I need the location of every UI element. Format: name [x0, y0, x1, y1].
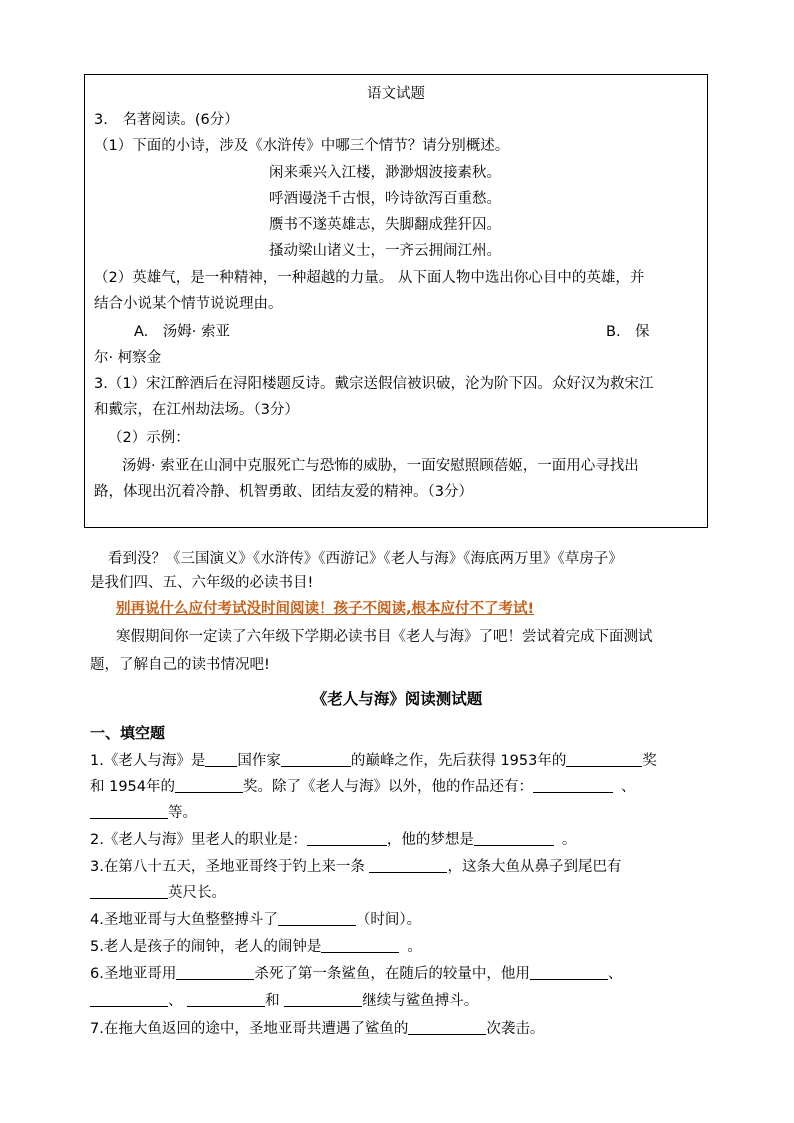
answer-blank[interactable]: [533, 778, 613, 793]
question-3-line1: 3.在第八十五天，圣地亚哥终于钓上来一条 ，这条大鱼从鼻子到尾巴有: [90, 859, 622, 875]
question-7: 7.在拖大鱼返回的途中，圣地亚哥共遭遇了鲨鱼的 次袭击。: [90, 1021, 545, 1037]
poem-line: 搔动梁山诸义士，一齐云拥闹江州。: [269, 243, 501, 259]
answer-blank[interactable]: [205, 752, 237, 767]
box-heading: 语文试题: [367, 86, 425, 102]
option-a: A. 汤姆· 索亚: [134, 324, 230, 340]
question-5: 5.老人是孩子的闹钟，老人的闹钟是 。: [90, 939, 422, 955]
q3-part2-line2: 结合小说某个情节说说理由。: [94, 296, 283, 312]
answer-blank[interactable]: [307, 831, 387, 846]
answer-blank[interactable]: [176, 965, 254, 980]
answer-blank[interactable]: [530, 965, 608, 980]
q3-part1: （1）下面的小诗，涉及《水浒传》中哪三个情节？请分别概述。: [94, 138, 510, 154]
intro-line4: 题，了解自己的读书情况吧!: [90, 657, 270, 673]
answer-blank[interactable]: [281, 752, 351, 767]
test-title: 《老人与海》阅读测试题: [311, 690, 483, 708]
question-2: 2.《老人与海》里老人的职业是： ，他的梦想是 。: [90, 832, 577, 848]
answer2-line2: 路，体现出沉着冷静、机智勇敢、团结友爱的精神。（3分）: [94, 484, 473, 500]
answer1-line2: 和戴宗，在江州劫法场。（3分）: [94, 402, 299, 418]
answer-blank[interactable]: [187, 992, 265, 1007]
question-6-line2: 、 和 继续与鲨鱼搏斗。: [90, 991, 478, 1011]
intro-line2: 是我们四、五、六年级的必读书目!: [90, 575, 314, 591]
answer-blank[interactable]: [90, 884, 168, 899]
question-4: 4.圣地亚哥与大鱼整整搏斗了 （时间）。: [90, 912, 422, 928]
answer-blank[interactable]: [369, 858, 447, 873]
intro-line3: 寒假期间你一定读了六年级下学期必读书目《老人与海》了吧！尝试着完成下面测试: [116, 629, 653, 645]
poem-line: 闲来乘兴入江楼，渺渺烟波接素秋。: [269, 165, 501, 181]
section-heading: 一、填空题: [90, 724, 166, 742]
option-b: B. 保: [606, 324, 650, 340]
answer2-line1: 汤姆· 索亚在山洞中克服死亡与恐怖的威胁，一面安慰照顾蓓姬，一面用心寻找出: [122, 458, 639, 474]
q3-title: 3. 名著阅读。(6分）: [94, 112, 239, 128]
poem-line: 呼酒谩浇千古恨，吟诗欲泻百重愁。: [269, 191, 501, 207]
answer-blank[interactable]: [175, 778, 243, 793]
option-b-continued: 尔· 柯察金: [94, 350, 162, 366]
answer-blank[interactable]: [284, 992, 362, 1007]
answer-blank[interactable]: [90, 804, 168, 819]
answer-blank[interactable]: [566, 752, 642, 767]
answer-blank[interactable]: [278, 911, 356, 926]
answer-blank[interactable]: [90, 992, 168, 1007]
question-3-line2: 英尺长。: [90, 883, 226, 903]
answer1-line1: 3.（1）宋江醉酒后在浔阳楼题反诗。戴宗送假信被识破，沦为阶下囚。众好汉为救宋江: [94, 376, 654, 392]
question-1-line2: 和 1954年的 奖。除了《老人与海》以外，他的作品还有： 、: [90, 779, 636, 795]
q3-part2-line1: （2）英雄气，是一种精神，一种超越的力量。 从下面人物中选出你心目中的英雄，并: [94, 270, 645, 286]
answer2-label: （2）示例：: [108, 430, 190, 446]
question-1-line1: 1.《老人与海》是 国作家 的巅峰之作，先后获得 1953年的 奖: [90, 753, 657, 769]
answer-blank[interactable]: [474, 831, 554, 846]
answer-blank[interactable]: [408, 1020, 486, 1035]
question-1-line3: 等。: [90, 803, 197, 823]
answer-blank[interactable]: [321, 938, 399, 953]
intro-line1: 看到没？《三国演义》《水浒传》《西游记》《老人与海》《海底两万里》《草房子》: [108, 551, 623, 567]
intro-highlight: 别再说什么应付考试没时间阅读！孩子不阅读,根本应付不了考试!: [116, 601, 535, 617]
poem-line: 赝书不遂英雄志，失脚翻成狴犴囚。: [269, 217, 501, 233]
question-6-line1: 6.圣地亚哥用 杀死了第一条鲨鱼，在随后的较量中，他用 、: [90, 966, 623, 982]
